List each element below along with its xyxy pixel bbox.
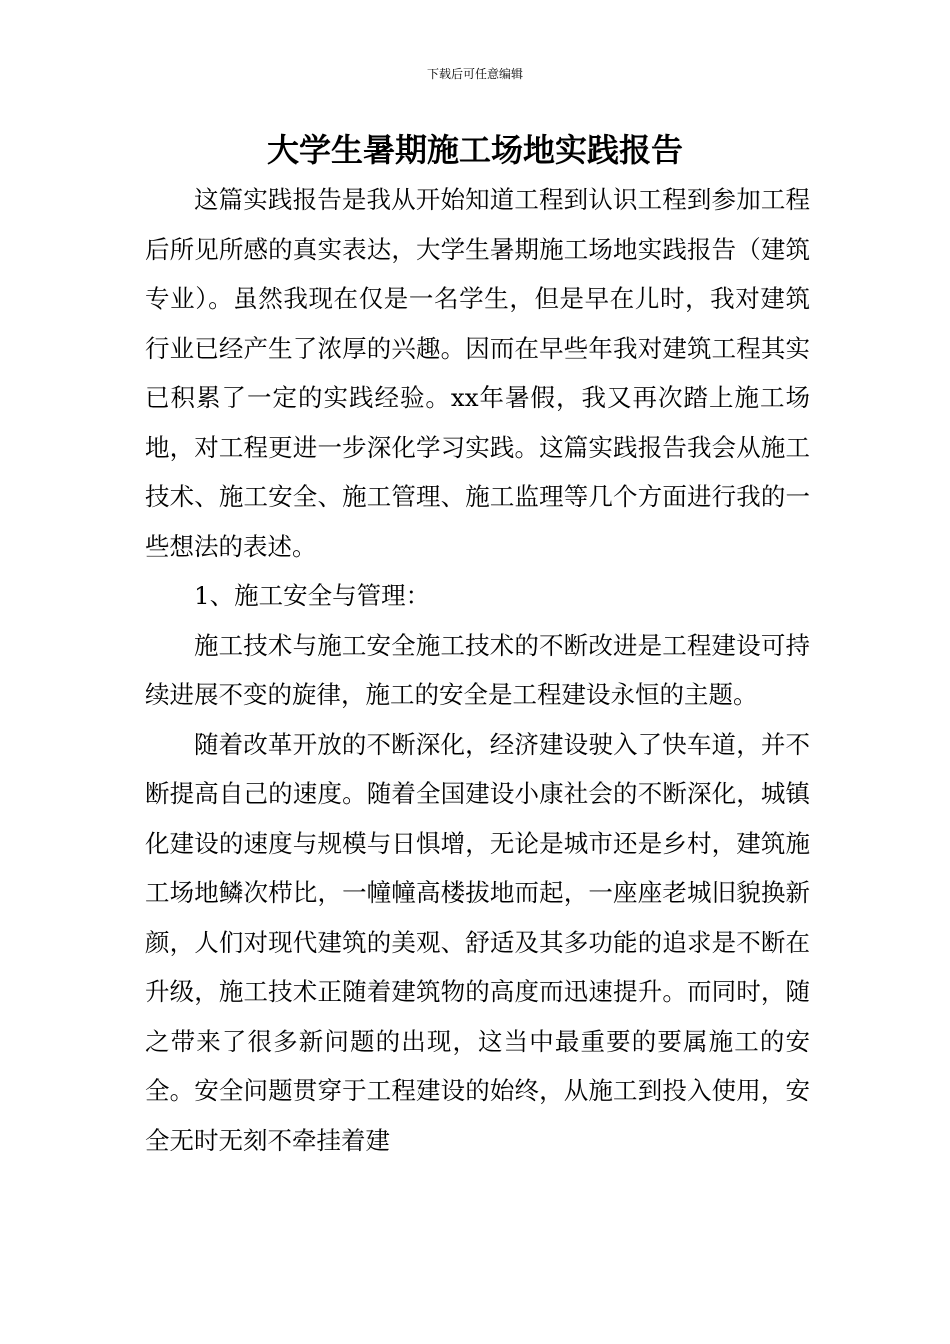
section-heading: 1、施工安全与管理： <box>194 581 431 610</box>
header-note: 下载后可任意编辑 <box>426 67 523 81</box>
paragraph-safety: 随着改革开放的不断深化，经济建设驶入了快车道，并不断提高自己的速度。随着全国建设小康社会的不断深化，城镇化建设的速度与规模与日惧增，无论是城市还是乡村，建筑施工场地鳞次栉比，一幢幢高楼拔地而起，一座座老城旧貌换新颜，人们对现代建筑的美观、舒适及其多功能的追求是不断在升级，施工技术正随着建筑物的高度而迅速提升。而同时，随之带来了很多新问题的出现，这当中最重要的要属施工的安全。安全问题贯穿于工程建设的始终，从施工到投入使用，安全无时无刻不牵挂着建 <box>145 729 810 1155</box>
document-body <box>145 175 810 1165</box>
paragraph-intro: 这篇实践报告是我从开始知道工程到认识工程到参加工程后所见所感的真实表达，大学生暑期施工场地实践报告（建筑专业）。虽然我现在仅是一名学生，但是早在儿时，我对建筑行业已经产生了浓厚的兴趣。因而在早些年我对建筑工程其实已积累了一定的实践经验。xx年暑假，我又再次踏上施工场地，对工程更进一步深化学习实践。这篇实践报告我会从施工技术、施工安全、施工管理、施工监理等几个方面进行我的一些想法的表述。 <box>145 185 810 561</box>
document-title: 大学生暑期施工场地实践报告 <box>266 131 683 169</box>
paragraph-technique: 施工技术与施工安全施工技术的不断改进是工程建设可持续进展不变的旋律，施工的安全是工程建设永恒的主题。 <box>145 630 810 709</box>
